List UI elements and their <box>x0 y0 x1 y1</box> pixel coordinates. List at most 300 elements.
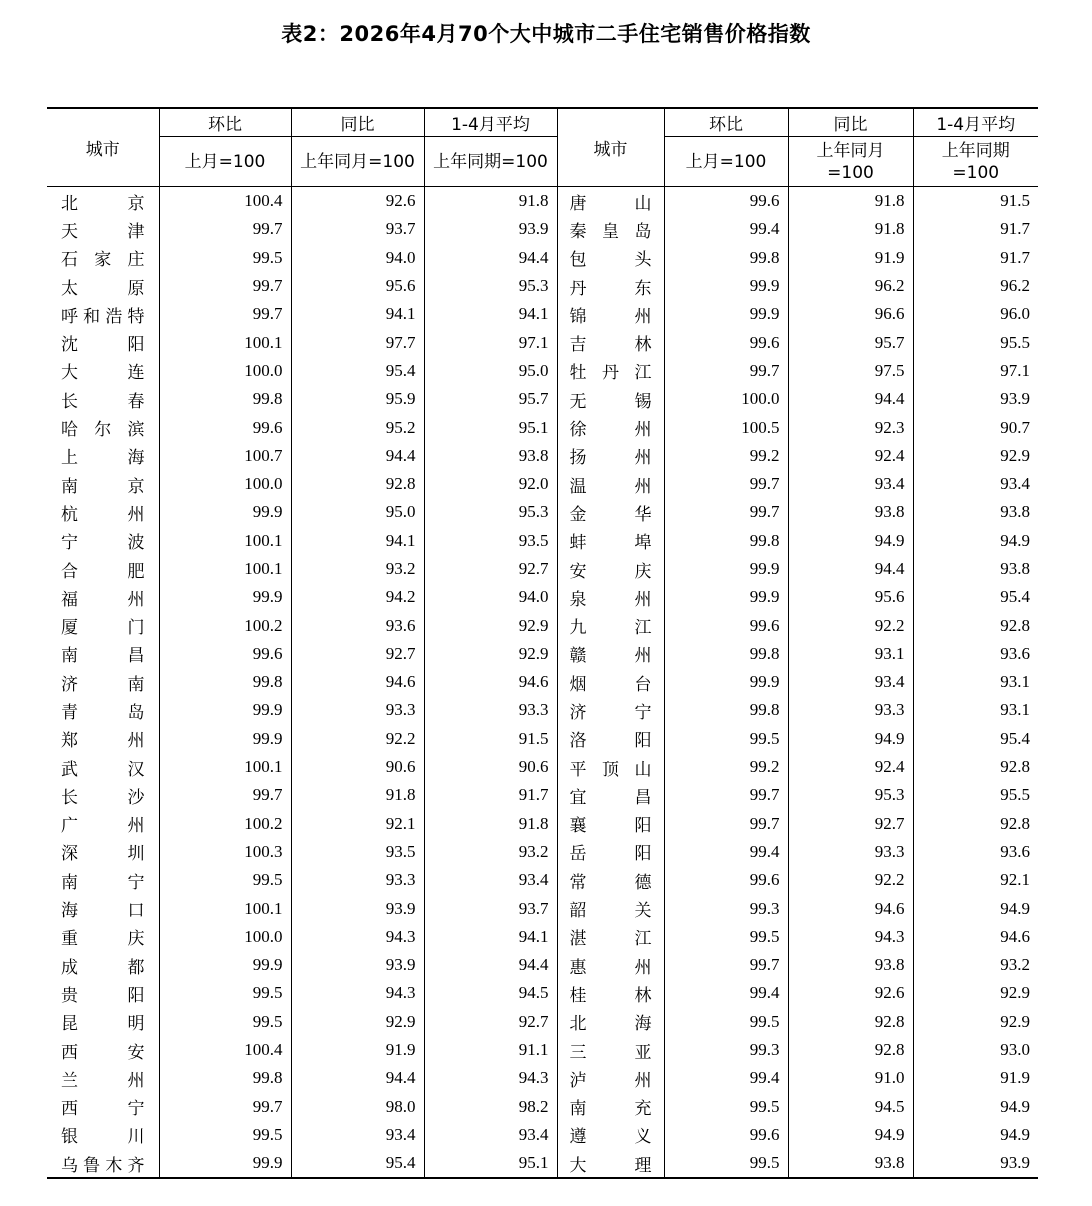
tb-value-right: 94.9 <box>788 725 913 753</box>
avg-value-left: 97.1 <box>424 328 557 356</box>
avg-value-right: 95.4 <box>913 725 1038 753</box>
hb-value-right: 99.2 <box>664 753 788 781</box>
hb-value-left: 99.7 <box>159 272 291 300</box>
city-name: 杭 州 <box>61 504 145 525</box>
tb-value-right: 93.8 <box>788 1149 913 1178</box>
city-name: 扬 州 <box>569 448 652 469</box>
avg-value-right: 91.5 <box>913 187 1038 216</box>
city-cell-right <box>557 696 664 724</box>
tb-value-left: 94.3 <box>291 923 424 951</box>
city-name: 三 亚 <box>569 1042 652 1063</box>
city-name: 乌 鲁 木 齐 <box>61 1155 145 1176</box>
city-cell-right <box>557 810 664 838</box>
tb-value-left: 92.7 <box>291 640 424 668</box>
avg-value-right: 97.1 <box>913 357 1038 385</box>
tb-value-right: 94.5 <box>788 1093 913 1121</box>
city-name: 吉 林 <box>569 335 652 356</box>
city-cell-right <box>557 923 664 951</box>
hb-value-left: 99.9 <box>159 583 291 611</box>
hb-value-left: 100.0 <box>159 357 291 385</box>
avg-value-left: 92.9 <box>424 640 557 668</box>
avg-value-right: 92.9 <box>913 442 1038 470</box>
tb-value-left: 94.3 <box>291 979 424 1007</box>
tb-value-left: 94.1 <box>291 527 424 555</box>
city-cell-right <box>557 328 664 356</box>
hb-value-left: 100.1 <box>159 328 291 356</box>
hb-value-left: 99.5 <box>159 866 291 894</box>
hb-value-right: 99.9 <box>664 555 788 583</box>
table-row <box>47 328 1038 356</box>
table-row <box>47 951 1038 979</box>
city-cell-right <box>557 498 664 526</box>
avg-value-right: 94.9 <box>913 894 1038 922</box>
city-cell-right <box>557 753 664 781</box>
hb-value-left: 99.7 <box>159 215 291 243</box>
avg-value-left: 95.0 <box>424 357 557 385</box>
hb-value-left: 100.3 <box>159 838 291 866</box>
tb-value-left: 94.4 <box>291 442 424 470</box>
hb-value-right: 99.3 <box>664 1036 788 1064</box>
header-avg-left: 1-4月平均 <box>424 108 557 137</box>
tb-value-right: 92.8 <box>788 1036 913 1064</box>
avg-value-right: 96.0 <box>913 300 1038 328</box>
city-name: 北 京 <box>61 193 145 214</box>
tb-value-left: 95.2 <box>291 413 424 441</box>
table-row <box>47 696 1038 724</box>
city-name: 上 海 <box>61 448 145 469</box>
avg-value-right: 93.6 <box>913 838 1038 866</box>
avg-value-left: 94.6 <box>424 668 557 696</box>
avg-value-right: 95.5 <box>913 328 1038 356</box>
city-name: 长 春 <box>61 391 145 412</box>
tb-value-left: 92.1 <box>291 810 424 838</box>
tb-value-left: 91.9 <box>291 1036 424 1064</box>
city-name: 徐 州 <box>569 420 652 441</box>
hb-value-right: 99.8 <box>664 527 788 555</box>
city-name: 沈 阳 <box>61 335 145 356</box>
city-name: 安 庆 <box>569 561 652 582</box>
city-cell-right <box>557 470 664 498</box>
avg-value-right: 95.4 <box>913 583 1038 611</box>
city-cell-left <box>47 725 159 753</box>
tb-value-right: 92.6 <box>788 979 913 1007</box>
hb-value-right: 99.5 <box>664 1008 788 1036</box>
city-cell-right <box>557 527 664 555</box>
hb-value-right: 99.8 <box>664 696 788 724</box>
city-name: 福 州 <box>61 589 145 610</box>
avg-value-right: 93.4 <box>913 470 1038 498</box>
city-name: 襄 阳 <box>569 816 652 837</box>
table-row <box>47 442 1038 470</box>
tb-value-right: 94.4 <box>788 555 913 583</box>
tb-value-left: 90.6 <box>291 753 424 781</box>
table-row <box>47 611 1038 639</box>
city-cell-right <box>557 1121 664 1149</box>
hb-value-left: 100.0 <box>159 470 291 498</box>
header-tb-sub-right <box>788 137 913 187</box>
hb-value-right: 99.5 <box>664 1093 788 1121</box>
city-name: 南 京 <box>61 476 145 497</box>
table-row <box>47 1093 1038 1121</box>
city-name: 合 肥 <box>61 561 145 582</box>
city-name: 西 安 <box>61 1042 145 1063</box>
city-name: 大 理 <box>569 1155 652 1176</box>
city-name: 无 锡 <box>569 391 652 412</box>
table-row <box>47 725 1038 753</box>
hb-value-right: 99.8 <box>664 640 788 668</box>
hb-value-left: 99.7 <box>159 781 291 809</box>
table-row <box>47 555 1038 583</box>
city-name: 海 口 <box>61 901 145 922</box>
city-name: 烟 台 <box>569 674 652 695</box>
table-row <box>47 187 1038 216</box>
city-name: 济 宁 <box>569 702 652 723</box>
hb-value-right: 99.3 <box>664 894 788 922</box>
hb-value-right: 99.6 <box>664 611 788 639</box>
avg-value-right: 93.9 <box>913 385 1038 413</box>
avg-value-right: 96.2 <box>913 272 1038 300</box>
tb-value-left: 92.2 <box>291 725 424 753</box>
avg-value-left: 91.7 <box>424 781 557 809</box>
hb-value-right: 100.0 <box>664 385 788 413</box>
tb-value-left: 93.9 <box>291 951 424 979</box>
city-name: 宁 波 <box>61 533 145 554</box>
table-row <box>47 1064 1038 1092</box>
city-cell-left <box>47 696 159 724</box>
tb-value-left: 95.6 <box>291 272 424 300</box>
city-cell-left <box>47 357 159 385</box>
avg-value-left: 93.8 <box>424 442 557 470</box>
city-name: 太 原 <box>61 278 145 299</box>
city-cell-left <box>47 555 159 583</box>
hb-value-right: 99.4 <box>664 838 788 866</box>
city-cell-left <box>47 923 159 951</box>
header-avg-sub-right-line1: 上年同期 <box>941 140 1010 161</box>
tb-value-right: 96.6 <box>788 300 913 328</box>
hb-value-left: 100.0 <box>159 923 291 951</box>
city-name: 武 汉 <box>61 759 145 780</box>
hb-value-right: 99.5 <box>664 725 788 753</box>
tb-value-right: 91.8 <box>788 187 913 216</box>
tb-value-right: 92.2 <box>788 611 913 639</box>
city-name: 岳 阳 <box>569 844 652 865</box>
avg-value-right: 94.9 <box>913 1121 1038 1149</box>
tb-value-right: 93.4 <box>788 470 913 498</box>
avg-value-left: 95.3 <box>424 498 557 526</box>
city-name: 南 宁 <box>61 872 145 893</box>
city-cell-left <box>47 1064 159 1092</box>
avg-value-right: 93.1 <box>913 668 1038 696</box>
avg-value-right: 94.9 <box>913 1093 1038 1121</box>
avg-value-left: 91.5 <box>424 725 557 753</box>
city-cell-right <box>557 413 664 441</box>
avg-value-right: 93.0 <box>913 1036 1038 1064</box>
hb-value-left: 100.2 <box>159 611 291 639</box>
tb-value-left: 93.2 <box>291 555 424 583</box>
city-cell-right <box>557 215 664 243</box>
city-name: 北 海 <box>569 1014 652 1035</box>
city-cell-right <box>557 187 664 216</box>
avg-value-left: 95.1 <box>424 413 557 441</box>
hb-value-right: 99.8 <box>664 244 788 272</box>
tb-value-right: 94.9 <box>788 1121 913 1149</box>
table-body <box>47 187 1038 1179</box>
hb-value-left: 100.4 <box>159 1036 291 1064</box>
city-name: 秦 皇 岛 <box>569 221 652 242</box>
hb-value-right: 99.6 <box>664 866 788 894</box>
table-row <box>47 1121 1038 1149</box>
tb-value-left: 93.3 <box>291 866 424 894</box>
tb-value-left: 93.6 <box>291 611 424 639</box>
city-cell-left <box>47 640 159 668</box>
city-cell-left <box>47 611 159 639</box>
city-name: 韶 关 <box>569 901 652 922</box>
hb-value-left: 100.1 <box>159 555 291 583</box>
city-name: 常 德 <box>569 872 652 893</box>
city-name: 银 川 <box>61 1127 145 1148</box>
city-cell-right <box>557 385 664 413</box>
city-cell-left <box>47 838 159 866</box>
avg-value-right: 92.1 <box>913 866 1038 894</box>
city-name: 哈 尔 滨 <box>61 420 145 441</box>
city-cell-right <box>557 979 664 1007</box>
hb-value-left: 99.6 <box>159 640 291 668</box>
tb-value-left: 94.0 <box>291 244 424 272</box>
city-cell-right <box>557 1064 664 1092</box>
tb-value-left: 95.4 <box>291 1149 424 1178</box>
tb-value-left: 91.8 <box>291 781 424 809</box>
city-cell-right <box>557 1149 664 1178</box>
tb-value-right: 95.6 <box>788 583 913 611</box>
tb-value-left: 94.2 <box>291 583 424 611</box>
table-row <box>47 838 1038 866</box>
tb-value-right: 93.1 <box>788 640 913 668</box>
city-name: 呼 和 浩 特 <box>61 306 145 327</box>
table-row <box>47 781 1038 809</box>
tb-value-left: 94.4 <box>291 1064 424 1092</box>
price-index-table <box>47 107 1038 1179</box>
hb-value-right: 99.4 <box>664 979 788 1007</box>
city-cell-left <box>47 866 159 894</box>
tb-value-left: 93.5 <box>291 838 424 866</box>
city-cell-left <box>47 527 159 555</box>
header-hb-sub-right: 上月=100 <box>664 137 788 187</box>
avg-value-left: 94.5 <box>424 979 557 1007</box>
city-name: 深 圳 <box>61 844 145 865</box>
city-cell-left <box>47 1036 159 1064</box>
hb-value-right: 99.7 <box>664 498 788 526</box>
tb-value-right: 93.8 <box>788 951 913 979</box>
city-cell-right <box>557 555 664 583</box>
tb-value-right: 94.6 <box>788 894 913 922</box>
avg-value-left: 91.8 <box>424 810 557 838</box>
tb-value-left: 95.9 <box>291 385 424 413</box>
hb-value-left: 99.5 <box>159 979 291 1007</box>
city-cell-left <box>47 300 159 328</box>
city-cell-right <box>557 300 664 328</box>
tb-value-left: 92.6 <box>291 187 424 216</box>
hb-value-left: 100.1 <box>159 894 291 922</box>
city-cell-right <box>557 1008 664 1036</box>
hb-value-left: 99.8 <box>159 668 291 696</box>
hb-value-left: 99.5 <box>159 1121 291 1149</box>
tb-value-right: 92.7 <box>788 810 913 838</box>
city-name: 锦 州 <box>569 306 652 327</box>
avg-value-left: 93.3 <box>424 696 557 724</box>
hb-value-right: 99.7 <box>664 781 788 809</box>
avg-value-left: 92.7 <box>424 1008 557 1036</box>
hb-value-right: 99.5 <box>664 1149 788 1178</box>
avg-value-left: 94.3 <box>424 1064 557 1092</box>
city-cell-left <box>47 187 159 216</box>
tb-value-left: 95.0 <box>291 498 424 526</box>
hb-value-right: 99.4 <box>664 215 788 243</box>
hb-value-left: 99.9 <box>159 696 291 724</box>
header-avg-sub-left: 上年同期=100 <box>424 137 557 187</box>
tb-value-right: 96.2 <box>788 272 913 300</box>
city-cell-left <box>47 328 159 356</box>
tb-value-right: 92.4 <box>788 753 913 781</box>
city-cell-left <box>47 1008 159 1036</box>
table-row <box>47 894 1038 922</box>
city-cell-left <box>47 951 159 979</box>
tb-value-left: 98.0 <box>291 1093 424 1121</box>
avg-value-right: 95.5 <box>913 781 1038 809</box>
city-cell-right <box>557 781 664 809</box>
city-name: 石 家 庄 <box>61 250 145 271</box>
city-cell-right <box>557 866 664 894</box>
header-tb-sub-right-line2: =100 <box>827 162 874 183</box>
city-name: 赣 州 <box>569 646 652 667</box>
city-cell-left <box>47 810 159 838</box>
city-name: 南 昌 <box>61 646 145 667</box>
city-name: 厦 门 <box>61 618 145 639</box>
table-row <box>47 866 1038 894</box>
city-cell-right <box>557 838 664 866</box>
hb-value-right: 99.2 <box>664 442 788 470</box>
table-row <box>47 583 1038 611</box>
city-cell-right <box>557 668 664 696</box>
header-hb-right: 环比 <box>664 108 788 137</box>
tb-value-right: 94.4 <box>788 385 913 413</box>
city-cell-left <box>47 979 159 1007</box>
avg-value-left: 93.5 <box>424 527 557 555</box>
table-row <box>47 1008 1038 1036</box>
hb-value-right: 99.7 <box>664 951 788 979</box>
city-name: 成 都 <box>61 957 145 978</box>
avg-value-left: 93.4 <box>424 866 557 894</box>
city-name: 兰 州 <box>61 1070 145 1091</box>
hb-value-left: 99.9 <box>159 951 291 979</box>
city-name: 洛 阳 <box>569 731 652 752</box>
avg-value-left: 92.0 <box>424 470 557 498</box>
hb-value-right: 99.6 <box>664 1121 788 1149</box>
city-cell-right <box>557 1036 664 1064</box>
tb-value-right: 95.7 <box>788 328 913 356</box>
avg-value-left: 91.8 <box>424 187 557 216</box>
city-cell-left <box>47 1149 159 1178</box>
city-name: 长 沙 <box>61 787 145 808</box>
avg-value-right: 93.9 <box>913 1149 1038 1178</box>
hb-value-left: 99.5 <box>159 1008 291 1036</box>
hb-value-right: 99.7 <box>664 810 788 838</box>
avg-value-right: 94.6 <box>913 923 1038 951</box>
city-name: 广 州 <box>61 816 145 837</box>
avg-value-left: 98.2 <box>424 1093 557 1121</box>
avg-value-right: 93.8 <box>913 555 1038 583</box>
header-avg-sub-right <box>913 137 1038 187</box>
city-cell-right <box>557 611 664 639</box>
city-name: 泉 州 <box>569 589 652 610</box>
avg-value-left: 93.9 <box>424 215 557 243</box>
tb-value-right: 91.9 <box>788 244 913 272</box>
header-city-right: 城市 <box>557 108 664 187</box>
city-name: 济 南 <box>61 674 145 695</box>
city-name: 丹 东 <box>569 278 652 299</box>
city-name: 平 顶 山 <box>569 759 652 780</box>
hb-value-right: 99.5 <box>664 923 788 951</box>
city-name: 湛 江 <box>569 929 652 950</box>
header-city-left: 城市 <box>47 108 159 187</box>
avg-value-right: 90.7 <box>913 413 1038 441</box>
avg-value-right: 92.9 <box>913 979 1038 1007</box>
table-row <box>47 244 1038 272</box>
city-cell-left <box>47 442 159 470</box>
avg-value-left: 90.6 <box>424 753 557 781</box>
avg-value-right: 93.6 <box>913 640 1038 668</box>
table-row <box>47 923 1038 951</box>
tb-value-left: 92.9 <box>291 1008 424 1036</box>
avg-value-left: 95.7 <box>424 385 557 413</box>
city-cell-left <box>47 272 159 300</box>
city-name: 宜 昌 <box>569 787 652 808</box>
tb-value-right: 93.8 <box>788 498 913 526</box>
tb-value-right: 97.5 <box>788 357 913 385</box>
hb-value-left: 100.2 <box>159 810 291 838</box>
city-cell-right <box>557 272 664 300</box>
hb-value-left: 99.7 <box>159 1093 291 1121</box>
avg-value-left: 92.7 <box>424 555 557 583</box>
tb-value-right: 91.8 <box>788 215 913 243</box>
table-row <box>47 1149 1038 1178</box>
header-avg-right: 1-4月平均 <box>913 108 1038 137</box>
avg-value-left: 93.7 <box>424 894 557 922</box>
tb-value-right: 92.2 <box>788 866 913 894</box>
tb-value-left: 97.7 <box>291 328 424 356</box>
avg-value-right: 91.7 <box>913 244 1038 272</box>
city-cell-left <box>47 894 159 922</box>
avg-value-left: 95.3 <box>424 272 557 300</box>
city-name: 蚌 埠 <box>569 533 652 554</box>
avg-value-right: 91.7 <box>913 215 1038 243</box>
table-row <box>47 810 1038 838</box>
tb-value-right: 94.9 <box>788 527 913 555</box>
avg-value-right: 93.8 <box>913 498 1038 526</box>
tb-value-left: 93.7 <box>291 215 424 243</box>
avg-value-right: 93.2 <box>913 951 1038 979</box>
tb-value-right: 92.8 <box>788 1008 913 1036</box>
hb-value-left: 99.9 <box>159 1149 291 1178</box>
hb-value-left: 99.5 <box>159 244 291 272</box>
avg-value-right: 91.9 <box>913 1064 1038 1092</box>
table-row <box>47 357 1038 385</box>
tb-value-left: 93.3 <box>291 696 424 724</box>
header-hb-sub-left: 上月=100 <box>159 137 291 187</box>
city-name: 遵 义 <box>569 1127 652 1148</box>
hb-value-left: 99.6 <box>159 413 291 441</box>
header-tb-right: 同比 <box>788 108 913 137</box>
city-cell-right <box>557 244 664 272</box>
